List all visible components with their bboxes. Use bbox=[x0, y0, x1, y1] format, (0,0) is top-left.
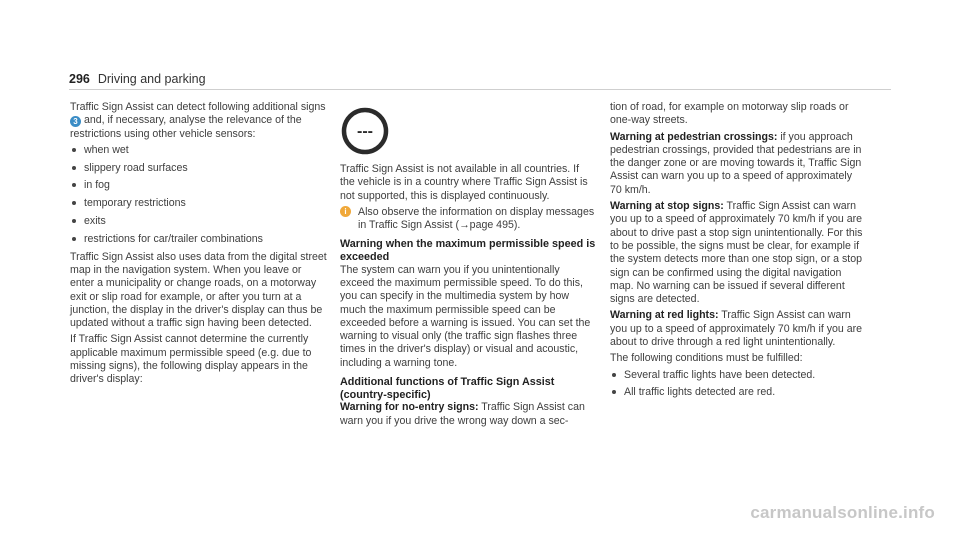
watermark: carmanualsonline.info bbox=[750, 503, 935, 522]
intro-paragraph: Traffic Sign Assist can detect following additional signs 3 and, if necessary, analyse the relevance of the restrictions using other vehicle sensors: bbox=[70, 101, 326, 140]
header-divider bbox=[69, 89, 891, 90]
column-2 bbox=[340, 101, 596, 431]
heading-additional-functions: Additional functions of Traffic Sign Assist (country-specific) bbox=[340, 376, 555, 401]
pedestrian-paragraph: Warning at pedestrian crossings: if you approach pedestrian crossings, provided that pedestrians are in the danger zone or are moving towards it, Traffic Sign Assist can warn you up to a speed of approximately 70 km/h. bbox=[610, 130, 862, 196]
availability-paragraph: Traffic Sign Assist is not available in all countries. If the vehicle is in a country where Traffic Sign Assist is not supported, this is displayed continuously. bbox=[340, 163, 588, 202]
red-light-label: Warning at red lights: bbox=[610, 309, 719, 322]
list-item: exits bbox=[70, 215, 328, 228]
arrow-icon: → bbox=[459, 219, 470, 232]
info-note: i Also observe the information on display messages in Traffic Sign Assist (→page 495). bbox=[340, 206, 596, 233]
conditions-paragraph: The following conditions must be fulfilled: bbox=[610, 352, 803, 365]
info-icon: i bbox=[340, 206, 351, 217]
page-reference-link[interactable]: page 495). bbox=[469, 219, 521, 232]
heading-speed-warning: Warning when the maximum permissible speed is exceeded bbox=[340, 238, 596, 264]
list-item: restrictions for car/trailer combinations bbox=[70, 233, 328, 246]
conditions-list bbox=[70, 144, 328, 246]
list-item: slippery road surfaces bbox=[70, 162, 328, 175]
bullet-icon bbox=[72, 237, 76, 241]
no-entry-paragraph: Warning for no-entry signs: Traffic Sign Assist can warn you if you drive the wrong way down a sec- bbox=[340, 401, 585, 427]
list-item: when wet bbox=[70, 144, 328, 157]
section-title: Driving and parking bbox=[97, 72, 206, 86]
sign-dashes: --- bbox=[357, 123, 373, 140]
bullet-icon bbox=[72, 201, 76, 205]
no-entry-label: Warning for no-entry signs: bbox=[340, 401, 479, 414]
page-number: 296 bbox=[69, 72, 90, 86]
pedestrian-label: Warning at pedestrian crossings: bbox=[610, 130, 778, 143]
column-1 bbox=[70, 101, 328, 390]
speed-warning-paragraph: The system can warn you if you unintentionally exceed the maximum permissible speed. To do this, you can specify in the multimedia system by how much the maximum permissible speed can be exceeded before a warning is issued. You can set the warning to visual only (the traffic sign flashes three times in the driver's display) or visual and acoustic, including a warning tone. bbox=[340, 263, 591, 369]
digital-map-paragraph: Traffic Sign Assist also uses data from the digital street map in the navigation system. When you leave or enter a municipality or change roads, on a motorway exit or slip road for example, or after you turn at a junction, the display in the driver's display can thus be updated without a traffic sign having been detected. bbox=[70, 250, 327, 330]
page-header bbox=[69, 72, 206, 86]
list-item: temporary restrictions bbox=[70, 197, 328, 210]
no-speed-limit-sign-icon bbox=[340, 106, 390, 156]
list-item: All traffic lights detected are red. bbox=[610, 386, 864, 399]
bullet-icon bbox=[72, 166, 76, 170]
red-light-conditions-list bbox=[610, 369, 864, 400]
bullet-icon bbox=[72, 148, 76, 152]
bullet-icon bbox=[612, 373, 616, 377]
list-item: Several traffic lights have been detected. bbox=[610, 369, 864, 382]
callout-3-icon: 3 bbox=[70, 116, 81, 127]
list-item: in fog bbox=[70, 179, 328, 192]
bullet-icon bbox=[72, 219, 76, 223]
bullet-icon bbox=[612, 390, 616, 394]
column-3 bbox=[610, 101, 864, 404]
stop-sign-label: Warning at stop signs: bbox=[610, 200, 724, 213]
red-light-paragraph: Warning at red lights: Traffic Sign Assist can warn you up to a speed of approximately 70 km/h if you are about to drive through a red light unintentionally. bbox=[610, 309, 863, 349]
bullet-icon bbox=[72, 183, 76, 187]
undetermined-speed-paragraph: If Traffic Sign Assist cannot determine the currently applicable maximum permissible speed (e.g. due to missing signs), the following display appears in the driver's display: bbox=[70, 333, 312, 386]
stop-sign-paragraph: Warning at stop signs: Traffic Sign Assist can warn you up to a speed of approximately 70 km/h if you are about to drive past a stop sign unintentionally. For this to be possible, the signs must be clear, for example if the system detects more than one stop sign, or a stop sign can be confirmed using the digital navigation map. No warning can be issued if several different signs are detected. bbox=[610, 200, 863, 306]
no-entry-continuation: tion of road, for example on motorway slip roads or one-way streets. bbox=[610, 101, 849, 127]
